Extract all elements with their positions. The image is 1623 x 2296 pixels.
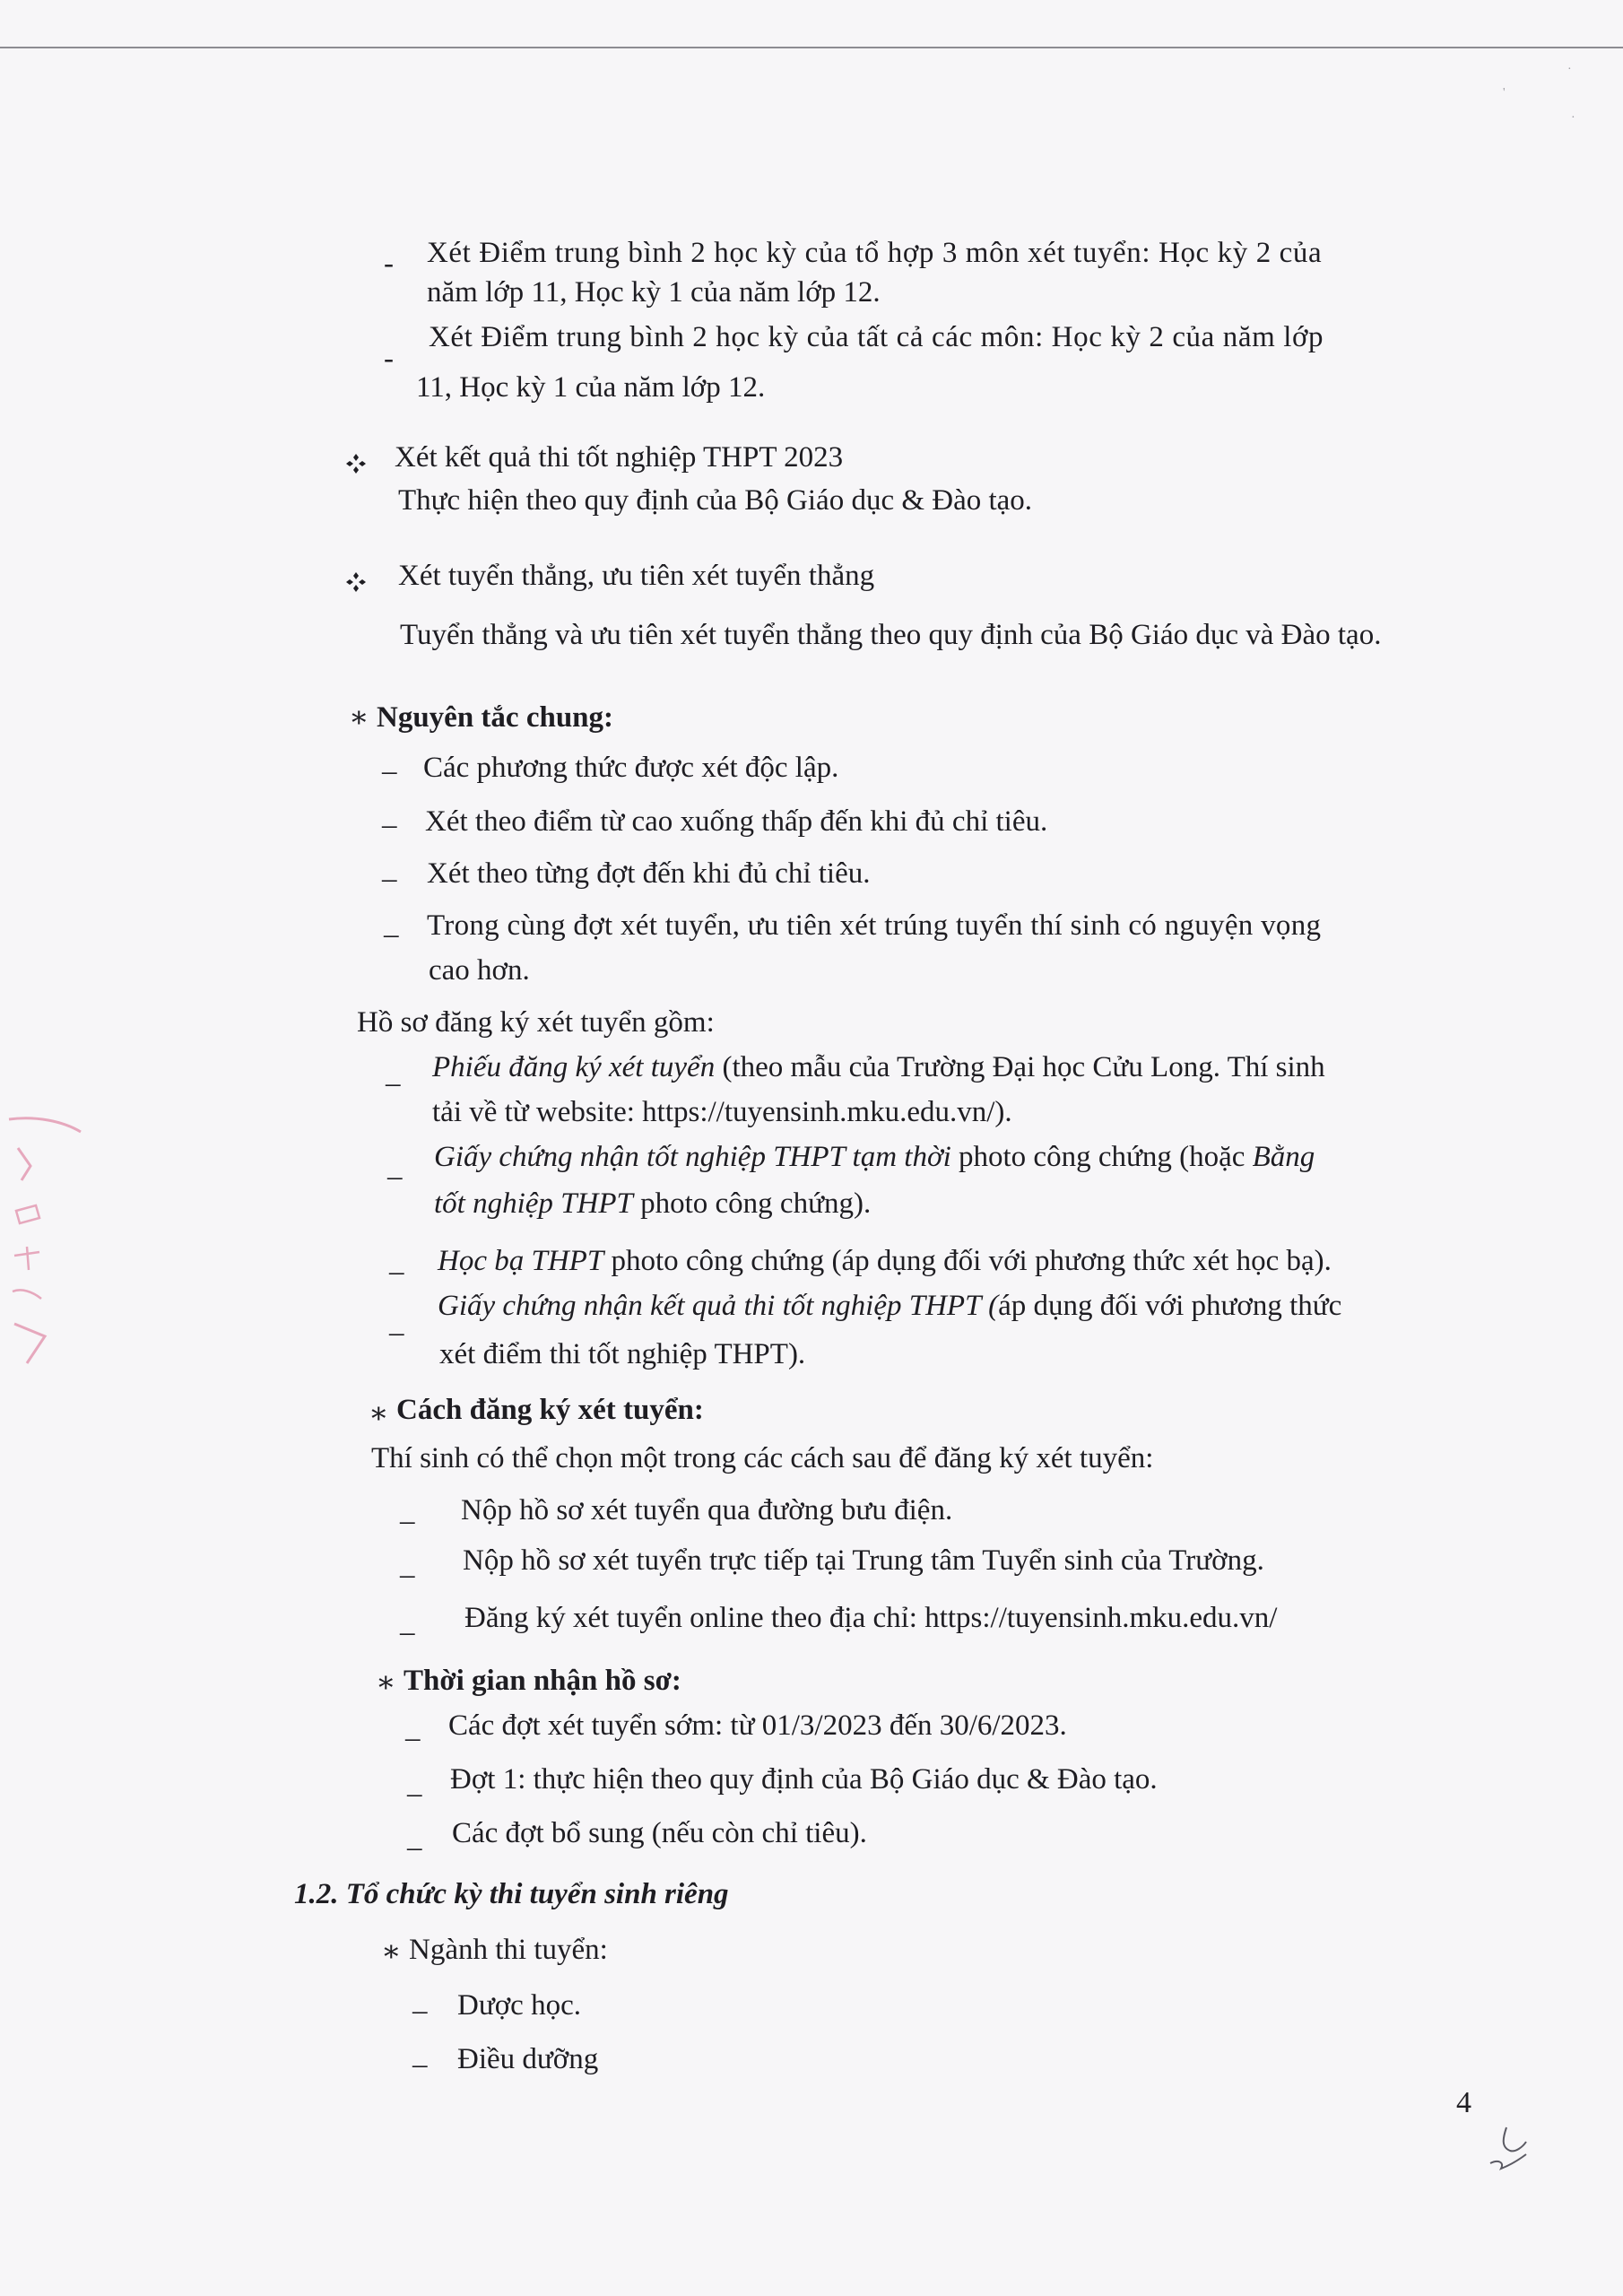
page-number: 4 xyxy=(1456,2086,1471,2119)
ho-so-intro: Hồ sơ đăng ký xét tuyển gồm: xyxy=(357,1006,715,1039)
ho-so-item-giay-cn-title: Giấy chứng nhận tốt nghiệp THPT tạm thời xyxy=(434,1141,951,1173)
dash-bullet: - xyxy=(384,248,394,280)
ho-so-item-hoc-ba xyxy=(438,1243,1332,1279)
ho-so-item-phieu-line2: tải về từ website: https://tuyensinh.mku.edu.vn/). xyxy=(432,1096,1012,1128)
asterisk-marker: * xyxy=(384,1939,399,1974)
red-stamp-fragment xyxy=(0,1112,99,1399)
ho-so-item-kq-thi-title: Giấy chứng nhận kết quả thi tốt nghiệp THPT ( xyxy=(438,1290,999,1322)
thoi-gian-heading: Thời gian nhận hồ sơ: xyxy=(404,1665,681,1697)
ho-so-item-phieu-line1 xyxy=(432,1049,1325,1085)
cach-dang-ky-heading: Cách đăng ký xét tuyển: xyxy=(396,1394,704,1426)
principle-item-line1: Trong cùng đợt xét tuyển, ưu tiên xét trúng tuyển thí sinh có nguyện vọng xyxy=(427,909,1322,942)
ho-so-item-giay-cn-line1 xyxy=(434,1139,1315,1175)
ho-so-item-kq-thi-text: áp dụng đối với phương thức xyxy=(998,1290,1342,1322)
xet-hoc-ky-to-hop-line2: năm lớp 11, Học kỳ 1 của năm lớp 12. xyxy=(427,276,881,309)
xet-hoc-ky-to-hop-line1: Xét Điểm trung bình 2 học kỳ của tổ hợp 3 môn xét tuyển: Học kỳ 2 của xyxy=(427,237,1323,269)
ho-so-item-bang-text: Bằng xyxy=(1252,1141,1315,1173)
register-item: Nộp hồ sơ xét tuyển qua đường bưu điện. xyxy=(461,1494,953,1526)
section-1-2-title: 1.2. Tổ chức kỳ thi tuyển sinh riêng xyxy=(294,1878,729,1910)
ho-so-item-phieu-text: (theo mẫu của Trường Đại học Cửu Long. Thí sinh xyxy=(715,1051,1325,1083)
scan-speck: · xyxy=(1571,111,1575,125)
dash-bullet: – xyxy=(387,1161,403,1193)
ho-so-item-giay-cn-text: photo công chứng (hoặc xyxy=(950,1141,1253,1173)
principle-item: Xét theo từng đợt đến khi đủ chỉ tiêu. xyxy=(427,857,871,890)
asterisk-marker: * xyxy=(352,705,367,740)
dash-bullet: – xyxy=(389,1256,404,1288)
dash-bullet: – xyxy=(382,809,397,841)
dash-bullet: – xyxy=(384,918,399,951)
ho-so-item-giay-cn-line2 xyxy=(434,1186,871,1222)
ho-so-item-hoc-ba-title: Học bạ THPT xyxy=(438,1245,604,1277)
ho-so-item-hoc-ba-text: photo công chứng (áp dụng đối với phương thức xét học bạ). xyxy=(603,1245,1332,1277)
page-top-border xyxy=(0,47,1623,48)
timeline-item: Các đợt bổ sung (nếu còn chỉ tiêu). xyxy=(452,1817,867,1849)
xet-tuyen-thang-body: Tuyển thẳng và ưu tiên xét tuyển thẳng theo quy định của Bộ Giáo dục và Đào tạo. xyxy=(400,619,1382,651)
dash-bullet: – xyxy=(400,1616,415,1648)
dash-bullet: – xyxy=(382,755,397,787)
dash-bullet: – xyxy=(412,2048,428,2081)
register-item: Đăng ký xét tuyển online theo địa chỉ: https://tuyensinh.mku.edu.vn/ xyxy=(464,1602,1278,1634)
principle-item: Xét theo điểm từ cao xuống thấp đến khi đủ chỉ tiêu. xyxy=(425,805,1048,838)
nganh-thi-tuyen-label: Ngành thi tuyển: xyxy=(409,1934,608,1966)
xet-ket-qua-thi-title: Xét kết quả thi tốt nghiệp THPT 2023 xyxy=(395,441,844,474)
timeline-item: Đợt 1: thực hiện theo quy định của Bộ Giáo dục & Đào tạo. xyxy=(450,1763,1158,1796)
xet-hoc-ky-tat-ca-line2: 11, Học kỳ 1 của năm lớp 12. xyxy=(416,371,766,404)
dash-bullet: – xyxy=(382,863,397,895)
dash-bullet: – xyxy=(407,1831,422,1864)
scan-speck: ' xyxy=(1503,86,1506,100)
ho-so-item-photo-text: photo công chứng). xyxy=(632,1187,872,1220)
diamond-bullet-icon xyxy=(344,452,368,475)
initials-signature xyxy=(1480,2124,1542,2178)
principle-item-line2: cao hơn. xyxy=(429,954,530,987)
xet-hoc-ky-tat-ca-line1: Xét Điểm trung bình 2 học kỳ của tất cả các môn: Học kỳ 2 của năm lớp xyxy=(429,321,1324,353)
dash-bullet: – xyxy=(400,1559,415,1591)
nganh-item: Điều dưỡng xyxy=(457,2043,599,2075)
dash-bullet: – xyxy=(412,1995,428,2027)
ho-so-item-kq-thi-line1 xyxy=(438,1288,1341,1324)
xet-ket-qua-thi-body: Thực hiện theo quy định của Bộ Giáo dục & Đào tạo. xyxy=(398,484,1033,517)
principle-item: Các phương thức được xét độc lập. xyxy=(423,752,839,784)
dash-bullet: – xyxy=(400,1505,415,1537)
nganh-item: Dược học. xyxy=(457,1989,581,2022)
asterisk-marker: * xyxy=(378,1670,394,1705)
xet-tuyen-thang-title: Xét tuyển thẳng, ưu tiên xét tuyển thẳng xyxy=(398,560,875,592)
timeline-item: Các đợt xét tuyển sớm: từ 01/3/2023 đến 30/6/2023. xyxy=(448,1709,1067,1742)
register-item: Nộp hồ sơ xét tuyển trực tiếp tại Trung tâm Tuyển sinh của Trường. xyxy=(463,1544,1264,1577)
dash-bullet: – xyxy=(389,1317,404,1349)
cach-dang-ky-intro: Thí sinh có thể chọn một trong các cách sau để đăng ký xét tuyển: xyxy=(371,1442,1154,1474)
dash-bullet: – xyxy=(405,1722,421,1754)
dash-bullet: – xyxy=(386,1067,401,1100)
asterisk-marker: * xyxy=(371,1401,386,1436)
dash-bullet: – xyxy=(407,1778,422,1810)
ho-so-item-kq-thi-line2: xét điểm thi tốt nghiệp THPT). xyxy=(439,1338,806,1370)
diamond-bullet-icon xyxy=(344,570,368,594)
ho-so-item-bang-tn-text: tốt nghiệp THPT xyxy=(434,1187,633,1220)
scan-speck: · xyxy=(1567,63,1572,76)
dash-bullet: - xyxy=(384,343,394,375)
nguyen-tac-chung-heading: Nguyên tắc chung: xyxy=(377,701,614,734)
ho-so-item-phieu-title: Phiếu đăng ký xét tuyển xyxy=(432,1051,716,1083)
